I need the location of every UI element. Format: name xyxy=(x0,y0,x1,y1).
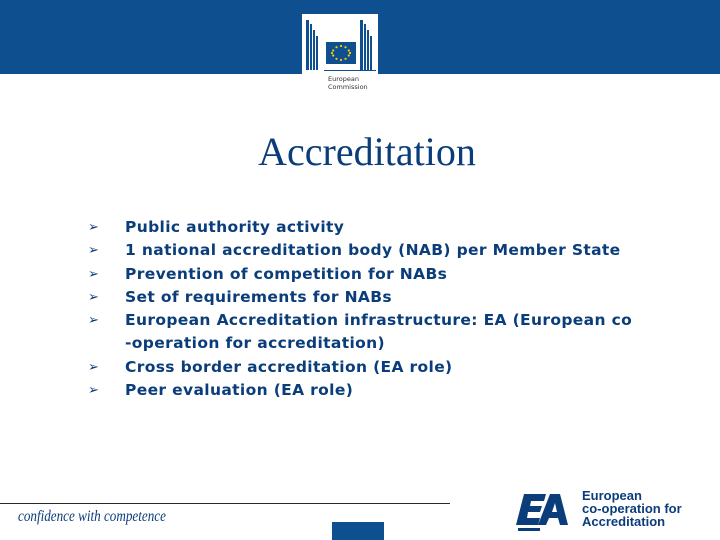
ea-logo xyxy=(516,488,716,532)
bullet-item xyxy=(88,379,708,402)
european-commission-logo xyxy=(302,14,378,98)
bullet-text: Peer evaluation (EA role) xyxy=(125,381,354,400)
arrow-right-bullet-icon: ➢ xyxy=(88,383,100,399)
bullet-text: European Accreditation infrastructure: EA (European co xyxy=(125,311,633,330)
footer-blue-block xyxy=(332,522,384,540)
ea-mark-icon xyxy=(516,490,578,532)
ea-logo-line3: Accreditation xyxy=(582,514,666,529)
ea-logo-text xyxy=(582,489,682,528)
ea-logo-line2: co-operation for xyxy=(582,501,682,516)
bullet-text: Set of requirements for NABs xyxy=(125,287,392,306)
bullet-item xyxy=(88,216,708,239)
ec-logo-text xyxy=(328,75,376,91)
arrow-right-bullet-icon: ➢ xyxy=(88,243,100,259)
bullet-text: 1 national accreditation body (NAB) per Member State xyxy=(125,241,621,260)
bullet-item xyxy=(88,286,708,309)
arrow-right-bullet-icon: ➢ xyxy=(88,289,100,305)
bullet-item xyxy=(88,356,708,379)
bullet-text: Public authority activity xyxy=(125,218,345,236)
slide-title: Accreditation xyxy=(258,129,476,174)
ec-logo-text-line1: European xyxy=(328,75,359,83)
footer-divider xyxy=(0,503,450,504)
bullet-list xyxy=(88,216,708,402)
bullet-text: Cross border accreditation (EA role) xyxy=(125,357,453,376)
bullet-item xyxy=(88,239,708,262)
arrow-right-bullet-icon: ➢ xyxy=(88,359,100,375)
footer-tagline: confidence with competence xyxy=(18,508,166,525)
ea-logo-line1: European xyxy=(582,488,642,503)
bullet-item xyxy=(88,263,708,286)
arrow-right-bullet-icon: ➢ xyxy=(88,313,100,329)
bullet-item xyxy=(88,309,708,356)
bullet-text-continuation: -operation for accreditation) xyxy=(125,334,385,353)
arrow-right-bullet-icon: ➢ xyxy=(88,220,100,235)
bullet-text: Prevention of competition for NABs xyxy=(125,264,448,283)
ec-logo-text-line2: Commission xyxy=(328,83,368,91)
arrow-right-bullet-icon: ➢ xyxy=(88,266,100,282)
